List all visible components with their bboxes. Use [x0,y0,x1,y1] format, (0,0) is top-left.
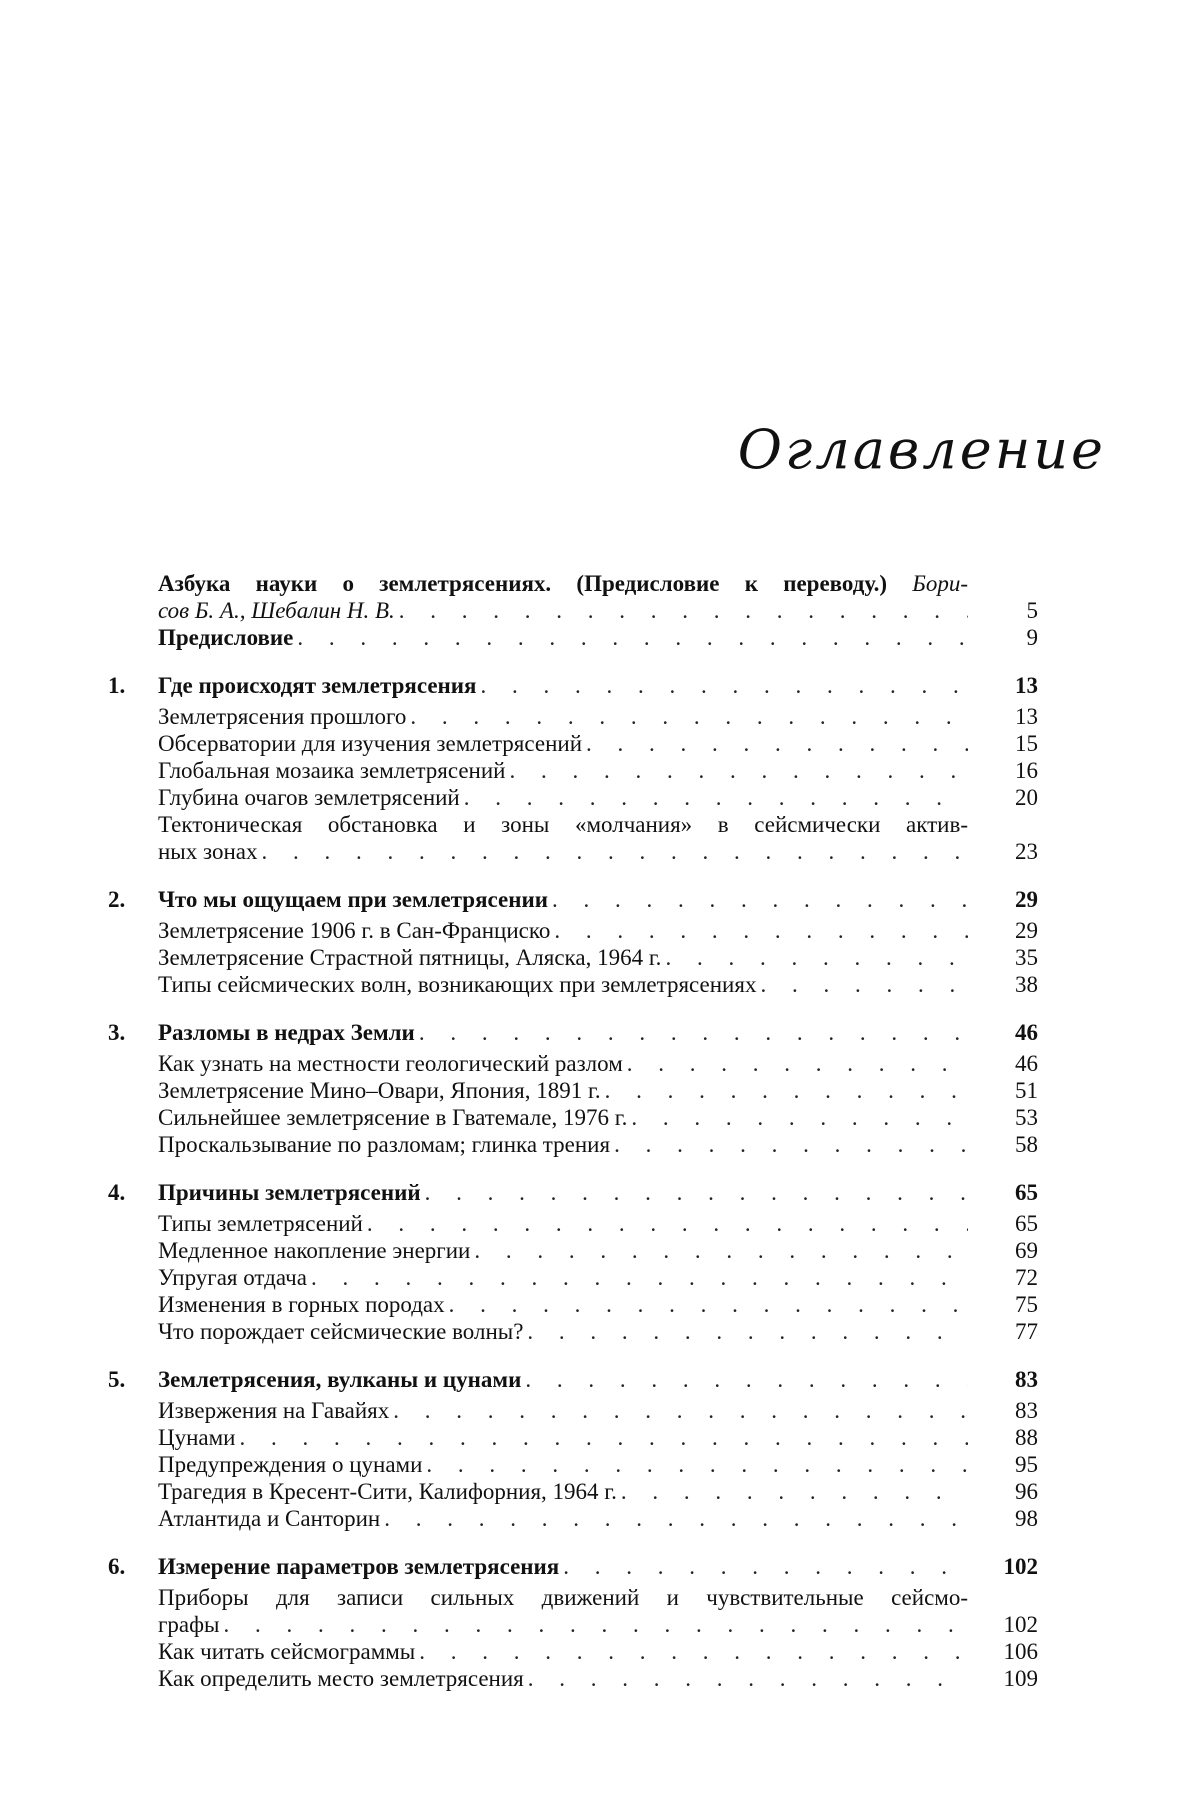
entry-page: 95 [1015,1452,1038,1477]
dot-leader [297,624,968,651]
entry-page: 16 [1015,758,1038,783]
toc-entry[interactable] [106,703,1096,730]
entry-page: 65 [1015,1211,1038,1236]
toc-entry[interactable] [106,1665,1096,1692]
entry-title: Сильнейшее землетрясение в Гватемале, 1976 г. [158,1105,628,1130]
entry-title: Извержения на Гавайях [158,1398,390,1423]
dot-leader [419,1019,968,1046]
dot-leader [605,1077,968,1104]
chapter-section [106,886,1096,998]
entry-title: Предисловие [158,625,294,650]
entry-page: 46 [1015,1051,1038,1076]
toc-entry[interactable] [106,1050,1096,1077]
entry-title: Трагедия в Кресент-Сити, Калифорния, 1964 г. [158,1479,617,1504]
dot-leader [419,1638,968,1665]
entry-page: 88 [1015,1425,1038,1450]
chapter-title: Землетрясения, вулканы и цунами [158,1367,522,1392]
entry-title: Проскальзывание по разломам; глинка трения [158,1132,611,1157]
entry-page: 20 [1015,785,1038,810]
toc-chapter-heading[interactable] [106,886,1096,913]
toc-entry[interactable] [106,1237,1096,1264]
toc-entry[interactable] [106,730,1096,757]
toc-entry[interactable] [106,1638,1096,1665]
toc-entry[interactable] [106,917,1096,944]
entry-title-line2: ных зонах [158,839,258,864]
toc-entry[interactable] [106,1451,1096,1478]
preface-section [106,570,1096,651]
dot-leader [393,1397,968,1424]
entry-title-line2: графы [158,1612,220,1637]
toc-entry[interactable] [106,811,1096,865]
dot-leader [384,1505,968,1532]
entry-page: 15 [1015,731,1038,756]
entry-title: Землетрясение 1906 г. в Сан-Франциско [158,918,551,943]
entry-title: Медленное накопление энергии [158,1238,471,1263]
entry-page: 98 [1015,1506,1038,1531]
entry-title: Типы землетрясений [158,1211,363,1236]
toc-entry[interactable] [106,1584,1096,1638]
dot-leader [464,784,968,811]
entry-title: Землетрясение Страстной пятницы, Аляска, 1964 г. [158,945,662,970]
entry-title: Землетрясения прошлого [158,704,407,729]
entry-author-part: Бори- [912,571,968,596]
entry-page: 69 [1015,1238,1038,1263]
entry-page: 106 [1003,1639,1038,1664]
entry-title-line1: Приборы для записи сильных движений и чувствительные сейсмо- [158,1585,968,1610]
toc-entry[interactable] [106,1478,1096,1505]
chapter-title: Измерение параметров землетрясения [158,1554,560,1579]
chapter-page: 83 [1015,1367,1038,1392]
entry-page: 77 [1015,1319,1038,1344]
entry-title: Изменения в горных породах [158,1292,445,1317]
chapter-number: 5. [108,1367,126,1392]
dot-leader [552,886,968,913]
chapter-section [106,1179,1096,1345]
chapter-section [106,1553,1096,1692]
entry-page: 38 [1015,972,1038,997]
entry-page: 72 [1015,1265,1038,1290]
entry-page: 109 [1003,1666,1038,1691]
toc-chapter-heading[interactable] [106,672,1096,699]
toc-entry[interactable] [106,1131,1096,1158]
dot-leader [480,672,968,699]
toc-entry[interactable] [106,1505,1096,1532]
chapter-number: 6. [108,1554,126,1579]
dot-leader [563,1553,968,1580]
toc-entry-translation-preface[interactable] [106,570,1096,624]
entry-page: 5 [1026,598,1038,623]
toc-entry[interactable] [106,1264,1096,1291]
chapter-number: 3. [108,1020,126,1045]
toc-entry[interactable] [106,1291,1096,1318]
toc-chapter-heading[interactable] [106,1019,1096,1046]
dot-leader [760,971,968,998]
entry-page: 23 [1015,839,1038,864]
toc-entry[interactable] [106,1077,1096,1104]
chapter-number: 2. [108,887,126,912]
dot-leader [614,1131,968,1158]
page-title: Оглавление [737,418,1106,481]
dot-leader [367,1210,968,1237]
dot-leader [449,1291,968,1318]
dot-leader [665,944,968,971]
chapter-section [106,1019,1096,1158]
toc-entry-preface[interactable] [106,624,1096,651]
entry-title: Что порождает сейсмические волны? [158,1319,524,1344]
chapter-number: 1. [108,673,126,698]
entry-page: 58 [1015,1132,1038,1157]
dot-leader [399,597,968,624]
toc-chapter-heading[interactable] [106,1366,1096,1393]
entry-title: Предупреждения о цунами [158,1452,423,1477]
chapter-section [106,672,1096,865]
chapter-page: 13 [1015,673,1038,698]
dot-leader [631,1104,968,1131]
entry-title: Как читать сейсмограммы [158,1639,416,1664]
entry-title: Атлантида и Санторин [158,1506,381,1531]
entry-title-line1: Тектоническая обстановка и зоны «молчания» в сейсмически актив- [158,812,968,837]
chapter-title: Где происходят землетрясения [158,673,477,698]
dot-leader [527,1318,968,1345]
chapter-number: 4. [108,1180,126,1205]
entry-page: 35 [1015,945,1038,970]
dot-leader [426,1451,968,1478]
dot-leader [474,1237,968,1264]
toc-chapter-heading[interactable] [106,1553,1096,1580]
chapter-section [106,1366,1096,1532]
entry-title: Упругая отдача [158,1265,307,1290]
entry-page: 29 [1015,918,1038,943]
chapter-title: Разломы в недрах Земли [158,1020,415,1045]
entry-title: Типы сейсмических волн, возникающих при землетрясениях [158,972,757,997]
toc-entry[interactable] [106,1318,1096,1345]
dot-leader [425,1179,968,1206]
chapter-title: Что мы ощущаем при землетрясении [158,887,549,912]
dot-leader [311,1264,968,1291]
dot-leader [627,1050,968,1077]
entry-title: Глубина очагов землетрясений [158,785,460,810]
entry-title: Как определить место землетрясения [158,1666,524,1691]
entry-page: 13 [1015,704,1038,729]
chapter-page: 29 [1015,887,1038,912]
entry-title-line1: Азбука науки о землетрясениях. (Предисловие к переводу.) Бори- [158,571,968,596]
entry-page: 51 [1015,1078,1038,1103]
entry-title: Цунами [158,1425,236,1450]
dot-leader [528,1665,968,1692]
toc-entry[interactable] [106,1210,1096,1237]
dot-leader [554,917,968,944]
entry-page: 9 [1026,625,1038,650]
dot-leader [261,838,968,865]
table-of-contents [106,570,1096,1713]
toc-entry[interactable] [106,944,1096,971]
chapter-page: 46 [1015,1020,1038,1045]
toc-entry[interactable] [106,784,1096,811]
dot-leader [525,1366,968,1393]
entry-title: Землетрясение Мино–Овари, Япония, 1891 г. [158,1078,601,1103]
toc-chapter-heading[interactable] [106,1179,1096,1206]
chapter-title: Причины землетрясений [158,1180,421,1205]
entry-page: 83 [1015,1398,1038,1423]
chapter-page: 102 [1003,1554,1038,1579]
toc-entry[interactable] [106,1424,1096,1451]
toc-entry[interactable] [106,1104,1096,1131]
dot-leader [621,1478,968,1505]
toc-entry[interactable] [106,971,1096,998]
dot-leader [240,1424,969,1451]
entry-page: 75 [1015,1292,1038,1317]
dot-leader [410,703,968,730]
entry-page: 96 [1015,1479,1038,1504]
dot-leader [509,757,968,784]
toc-entry[interactable] [106,1397,1096,1424]
entry-title: Обсерватории для изучения землетрясений [158,731,583,756]
entry-title: Глобальная мозаика землетрясений [158,758,506,783]
dot-leader [586,730,968,757]
dot-leader [224,1611,969,1638]
entry-page: 53 [1015,1105,1038,1130]
entry-title-line2: сов Б. А., Шебалин Н. В. [158,598,395,623]
toc-entry[interactable] [106,757,1096,784]
entry-title: Как узнать на местности геологический разлом [158,1051,623,1076]
chapter-page: 65 [1015,1180,1038,1205]
entry-page: 102 [1003,1612,1038,1637]
